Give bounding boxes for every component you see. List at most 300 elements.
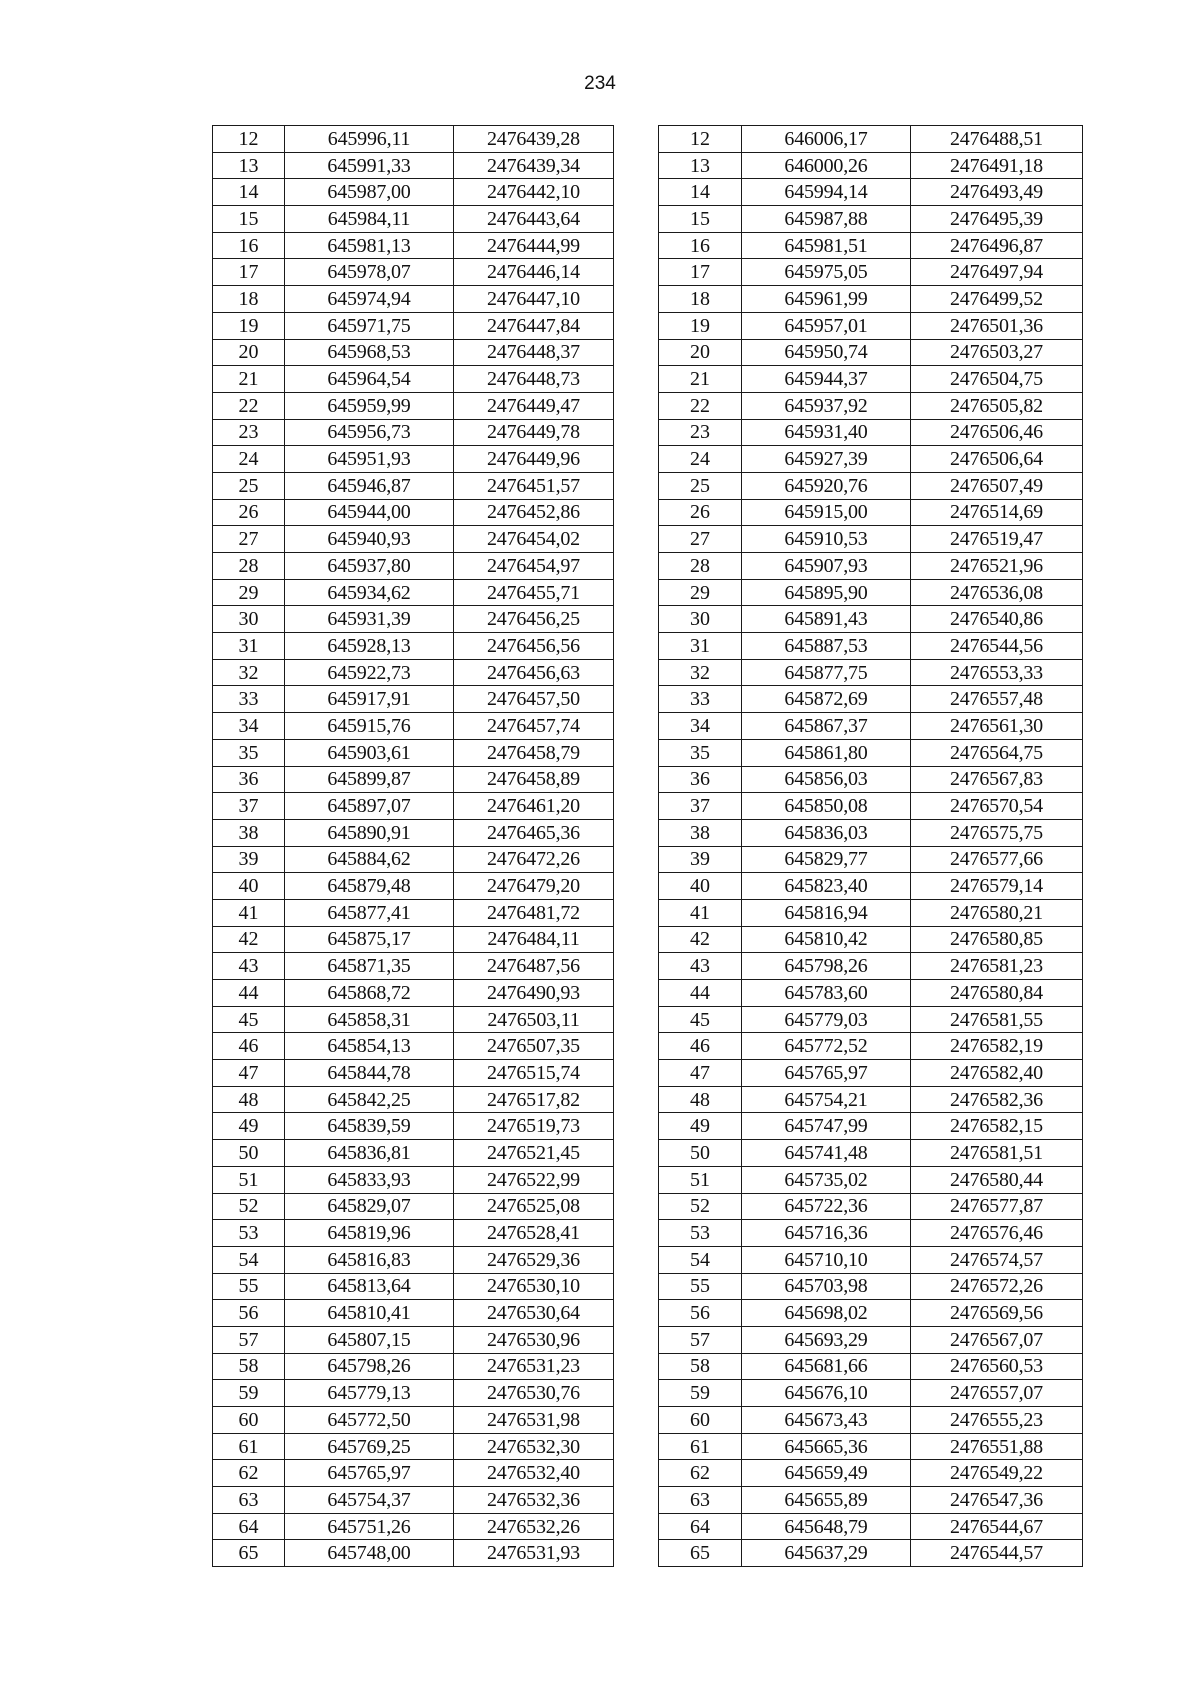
left-y-coordinate-cell: 2476528,41 <box>454 1220 614 1247</box>
right-y-coordinate-cell: 2476505,82 <box>911 392 1083 419</box>
left-point-number-cell: 15 <box>213 206 285 233</box>
column-gap <box>614 793 659 820</box>
column-gap <box>614 446 659 473</box>
right-x-coordinate-cell: 645810,42 <box>742 926 911 953</box>
left-x-coordinate-cell: 645807,15 <box>285 1326 454 1353</box>
left-x-coordinate-cell: 645748,00 <box>285 1540 454 1567</box>
column-gap <box>614 766 659 793</box>
right-x-coordinate-cell: 645850,08 <box>742 793 911 820</box>
left-y-coordinate-cell: 2476443,64 <box>454 206 614 233</box>
left-y-coordinate-cell: 2476449,78 <box>454 419 614 446</box>
right-point-number-cell: 36 <box>659 766 742 793</box>
right-x-coordinate-cell: 645867,37 <box>742 713 911 740</box>
right-x-coordinate-cell: 645920,76 <box>742 472 911 499</box>
right-x-coordinate-cell: 645722,36 <box>742 1193 911 1220</box>
left-y-coordinate-cell: 2476517,82 <box>454 1086 614 1113</box>
right-y-coordinate-cell: 2476503,27 <box>911 339 1083 366</box>
column-gap <box>614 152 659 179</box>
left-point-number-cell: 57 <box>213 1326 285 1353</box>
left-x-coordinate-cell: 645903,61 <box>285 739 454 766</box>
table-row <box>213 1166 1083 1193</box>
right-y-coordinate-cell: 2476493,49 <box>911 179 1083 206</box>
left-x-coordinate-cell: 645959,99 <box>285 392 454 419</box>
right-x-coordinate-cell: 645754,21 <box>742 1086 911 1113</box>
left-y-coordinate-cell: 2476454,97 <box>454 553 614 580</box>
column-gap <box>614 1433 659 1460</box>
left-y-coordinate-cell: 2476484,11 <box>454 926 614 953</box>
right-y-coordinate-cell: 2476519,47 <box>911 526 1083 553</box>
left-point-number-cell: 62 <box>213 1460 285 1487</box>
left-x-coordinate-cell: 645928,13 <box>285 633 454 660</box>
left-x-coordinate-cell: 645854,13 <box>285 1033 454 1060</box>
left-x-coordinate-cell: 645984,11 <box>285 206 454 233</box>
left-point-number-cell: 52 <box>213 1193 285 1220</box>
left-y-coordinate-cell: 2476525,08 <box>454 1193 614 1220</box>
left-y-coordinate-cell: 2476444,99 <box>454 232 614 259</box>
right-point-number-cell: 48 <box>659 1086 742 1113</box>
right-point-number-cell: 56 <box>659 1300 742 1327</box>
left-point-number-cell: 51 <box>213 1166 285 1193</box>
left-x-coordinate-cell: 645956,73 <box>285 419 454 446</box>
right-x-coordinate-cell: 645937,92 <box>742 392 911 419</box>
left-x-coordinate-cell: 645937,80 <box>285 553 454 580</box>
left-y-coordinate-cell: 2476456,56 <box>454 633 614 660</box>
left-point-number-cell: 65 <box>213 1540 285 1567</box>
left-x-coordinate-cell: 645946,87 <box>285 472 454 499</box>
table-row <box>213 793 1083 820</box>
left-y-coordinate-cell: 2476451,57 <box>454 472 614 499</box>
left-x-coordinate-cell: 645772,50 <box>285 1407 454 1434</box>
right-x-coordinate-cell: 645915,00 <box>742 499 911 526</box>
left-y-coordinate-cell: 2476452,86 <box>454 499 614 526</box>
right-point-number-cell: 18 <box>659 286 742 313</box>
left-y-coordinate-cell: 2476456,63 <box>454 659 614 686</box>
column-gap <box>614 206 659 233</box>
right-x-coordinate-cell: 645665,36 <box>742 1433 911 1460</box>
right-y-coordinate-cell: 2476577,66 <box>911 846 1083 873</box>
right-x-coordinate-cell: 645887,53 <box>742 633 911 660</box>
right-y-coordinate-cell: 2476574,57 <box>911 1246 1083 1273</box>
right-point-number-cell: 57 <box>659 1326 742 1353</box>
left-x-coordinate-cell: 645940,93 <box>285 526 454 553</box>
right-y-coordinate-cell: 2476488,51 <box>911 126 1083 153</box>
left-y-coordinate-cell: 2476530,64 <box>454 1300 614 1327</box>
left-x-coordinate-cell: 645810,41 <box>285 1300 454 1327</box>
right-x-coordinate-cell: 645637,29 <box>742 1540 911 1567</box>
left-x-coordinate-cell: 645884,62 <box>285 846 454 873</box>
right-x-coordinate-cell: 645907,93 <box>742 553 911 580</box>
column-gap <box>614 1086 659 1113</box>
left-point-number-cell: 47 <box>213 1060 285 1087</box>
right-y-coordinate-cell: 2476547,36 <box>911 1487 1083 1514</box>
right-point-number-cell: 62 <box>659 1460 742 1487</box>
right-x-coordinate-cell: 645703,98 <box>742 1273 911 1300</box>
column-gap <box>614 419 659 446</box>
column-gap <box>614 1460 659 1487</box>
right-point-number-cell: 64 <box>659 1513 742 1540</box>
right-x-coordinate-cell: 645816,94 <box>742 899 911 926</box>
right-x-coordinate-cell: 645673,43 <box>742 1407 911 1434</box>
column-gap <box>614 873 659 900</box>
table-row <box>213 846 1083 873</box>
table-row <box>213 366 1083 393</box>
right-y-coordinate-cell: 2476580,44 <box>911 1166 1083 1193</box>
right-y-coordinate-cell: 2476540,86 <box>911 606 1083 633</box>
left-point-number-cell: 39 <box>213 846 285 873</box>
column-gap <box>614 1246 659 1273</box>
left-point-number-cell: 13 <box>213 152 285 179</box>
left-point-number-cell: 21 <box>213 366 285 393</box>
left-x-coordinate-cell: 645978,07 <box>285 259 454 286</box>
right-y-coordinate-cell: 2476514,69 <box>911 499 1083 526</box>
left-x-coordinate-cell: 645833,93 <box>285 1166 454 1193</box>
left-point-number-cell: 42 <box>213 926 285 953</box>
left-y-coordinate-cell: 2476442,10 <box>454 179 614 206</box>
column-gap <box>614 686 659 713</box>
right-point-number-cell: 38 <box>659 819 742 846</box>
right-y-coordinate-cell: 2476499,52 <box>911 286 1083 313</box>
left-y-coordinate-cell: 2476465,36 <box>454 819 614 846</box>
table-row <box>213 339 1083 366</box>
right-point-number-cell: 23 <box>659 419 742 446</box>
column-gap <box>614 312 659 339</box>
right-x-coordinate-cell: 645861,80 <box>742 739 911 766</box>
column-gap <box>614 1166 659 1193</box>
left-x-coordinate-cell: 645842,25 <box>285 1086 454 1113</box>
table-row <box>213 126 1083 153</box>
right-x-coordinate-cell: 645981,51 <box>742 232 911 259</box>
right-point-number-cell: 45 <box>659 1006 742 1033</box>
left-x-coordinate-cell: 645844,78 <box>285 1060 454 1087</box>
right-y-coordinate-cell: 2476570,54 <box>911 793 1083 820</box>
left-point-number-cell: 12 <box>213 126 285 153</box>
left-y-coordinate-cell: 2476456,25 <box>454 606 614 633</box>
right-y-coordinate-cell: 2476569,56 <box>911 1300 1083 1327</box>
table-row <box>213 1246 1083 1273</box>
table-row <box>213 1060 1083 1087</box>
table-row <box>213 179 1083 206</box>
right-x-coordinate-cell: 645765,97 <box>742 1060 911 1087</box>
column-gap <box>614 579 659 606</box>
right-point-number-cell: 52 <box>659 1193 742 1220</box>
right-y-coordinate-cell: 2476497,94 <box>911 259 1083 286</box>
right-point-number-cell: 55 <box>659 1273 742 1300</box>
table-row <box>213 1460 1083 1487</box>
left-y-coordinate-cell: 2476531,98 <box>454 1407 614 1434</box>
right-y-coordinate-cell: 2476549,22 <box>911 1460 1083 1487</box>
column-gap <box>614 1326 659 1353</box>
left-y-coordinate-cell: 2476455,71 <box>454 579 614 606</box>
right-x-coordinate-cell: 645927,39 <box>742 446 911 473</box>
left-y-coordinate-cell: 2476490,93 <box>454 980 614 1007</box>
column-gap <box>614 1540 659 1567</box>
right-x-coordinate-cell: 645772,52 <box>742 1033 911 1060</box>
left-point-number-cell: 53 <box>213 1220 285 1247</box>
column-gap <box>614 1113 659 1140</box>
table-row <box>213 1113 1083 1140</box>
left-y-coordinate-cell: 2476472,26 <box>454 846 614 873</box>
right-y-coordinate-cell: 2476576,46 <box>911 1220 1083 1247</box>
left-x-coordinate-cell: 645754,37 <box>285 1487 454 1514</box>
right-y-coordinate-cell: 2476582,40 <box>911 1060 1083 1087</box>
table-row <box>213 1353 1083 1380</box>
left-y-coordinate-cell: 2476447,84 <box>454 312 614 339</box>
right-x-coordinate-cell: 645872,69 <box>742 686 911 713</box>
table-row <box>213 873 1083 900</box>
left-point-number-cell: 25 <box>213 472 285 499</box>
left-y-coordinate-cell: 2476447,10 <box>454 286 614 313</box>
column-gap <box>614 819 659 846</box>
column-gap <box>614 1353 659 1380</box>
left-point-number-cell: 55 <box>213 1273 285 1300</box>
left-y-coordinate-cell: 2476449,96 <box>454 446 614 473</box>
right-x-coordinate-cell: 645676,10 <box>742 1380 911 1407</box>
right-point-number-cell: 47 <box>659 1060 742 1087</box>
right-point-number-cell: 42 <box>659 926 742 953</box>
table-row <box>213 419 1083 446</box>
column-gap <box>614 1060 659 1087</box>
right-x-coordinate-cell: 645693,29 <box>742 1326 911 1353</box>
right-y-coordinate-cell: 2476501,36 <box>911 312 1083 339</box>
left-y-coordinate-cell: 2476458,79 <box>454 739 614 766</box>
right-point-number-cell: 40 <box>659 873 742 900</box>
left-x-coordinate-cell: 645819,96 <box>285 1220 454 1247</box>
column-gap <box>614 926 659 953</box>
table-row <box>213 1006 1083 1033</box>
right-x-coordinate-cell: 645655,89 <box>742 1487 911 1514</box>
column-gap <box>614 366 659 393</box>
left-x-coordinate-cell: 645813,64 <box>285 1273 454 1300</box>
right-point-number-cell: 19 <box>659 312 742 339</box>
left-y-coordinate-cell: 2476457,74 <box>454 713 614 740</box>
table-row <box>213 1513 1083 1540</box>
column-gap <box>614 1300 659 1327</box>
right-x-coordinate-cell: 645747,99 <box>742 1113 911 1140</box>
table-row <box>213 286 1083 313</box>
right-y-coordinate-cell: 2476491,18 <box>911 152 1083 179</box>
left-point-number-cell: 27 <box>213 526 285 553</box>
left-x-coordinate-cell: 645879,48 <box>285 873 454 900</box>
left-x-coordinate-cell: 645974,94 <box>285 286 454 313</box>
left-x-coordinate-cell: 645971,75 <box>285 312 454 339</box>
right-point-number-cell: 15 <box>659 206 742 233</box>
left-point-number-cell: 29 <box>213 579 285 606</box>
right-y-coordinate-cell: 2476580,21 <box>911 899 1083 926</box>
right-y-coordinate-cell: 2476557,07 <box>911 1380 1083 1407</box>
right-x-coordinate-cell: 645957,01 <box>742 312 911 339</box>
right-point-number-cell: 43 <box>659 953 742 980</box>
table-row <box>213 1487 1083 1514</box>
right-point-number-cell: 16 <box>659 232 742 259</box>
right-x-coordinate-cell: 645783,60 <box>742 980 911 1007</box>
right-x-coordinate-cell: 645829,77 <box>742 846 911 873</box>
column-gap <box>614 1513 659 1540</box>
left-x-coordinate-cell: 645917,91 <box>285 686 454 713</box>
right-y-coordinate-cell: 2476536,08 <box>911 579 1083 606</box>
table-row <box>213 1540 1083 1567</box>
right-x-coordinate-cell: 645741,48 <box>742 1140 911 1167</box>
right-x-coordinate-cell: 645798,26 <box>742 953 911 980</box>
column-gap <box>614 606 659 633</box>
right-point-number-cell: 58 <box>659 1353 742 1380</box>
right-y-coordinate-cell: 2476581,51 <box>911 1140 1083 1167</box>
table-row <box>213 1140 1083 1167</box>
right-x-coordinate-cell: 645856,03 <box>742 766 911 793</box>
right-x-coordinate-cell: 646006,17 <box>742 126 911 153</box>
table-row <box>213 259 1083 286</box>
left-y-coordinate-cell: 2476446,14 <box>454 259 614 286</box>
right-point-number-cell: 14 <box>659 179 742 206</box>
column-gap <box>614 1140 659 1167</box>
table-row <box>213 659 1083 686</box>
column-gap <box>614 1407 659 1434</box>
left-point-number-cell: 61 <box>213 1433 285 1460</box>
left-point-number-cell: 32 <box>213 659 285 686</box>
right-x-coordinate-cell: 645648,79 <box>742 1513 911 1540</box>
right-x-coordinate-cell: 645836,03 <box>742 819 911 846</box>
right-point-number-cell: 24 <box>659 446 742 473</box>
left-point-number-cell: 26 <box>213 499 285 526</box>
left-point-number-cell: 20 <box>213 339 285 366</box>
right-x-coordinate-cell: 645931,40 <box>742 419 911 446</box>
left-y-coordinate-cell: 2476479,20 <box>454 873 614 900</box>
right-point-number-cell: 25 <box>659 472 742 499</box>
table-row <box>213 1407 1083 1434</box>
right-y-coordinate-cell: 2476582,19 <box>911 1033 1083 1060</box>
left-point-number-cell: 34 <box>213 713 285 740</box>
left-x-coordinate-cell: 645858,31 <box>285 1006 454 1033</box>
right-y-coordinate-cell: 2476544,57 <box>911 1540 1083 1567</box>
left-point-number-cell: 38 <box>213 819 285 846</box>
left-point-number-cell: 63 <box>213 1487 285 1514</box>
right-point-number-cell: 17 <box>659 259 742 286</box>
left-x-coordinate-cell: 645991,33 <box>285 152 454 179</box>
column-gap <box>614 633 659 660</box>
left-y-coordinate-cell: 2476481,72 <box>454 899 614 926</box>
column-gap <box>614 1193 659 1220</box>
left-x-coordinate-cell: 645816,83 <box>285 1246 454 1273</box>
right-y-coordinate-cell: 2476496,87 <box>911 232 1083 259</box>
column-gap <box>614 392 659 419</box>
left-point-number-cell: 30 <box>213 606 285 633</box>
right-x-coordinate-cell: 645895,90 <box>742 579 911 606</box>
left-x-coordinate-cell: 645899,87 <box>285 766 454 793</box>
column-gap <box>614 286 659 313</box>
right-x-coordinate-cell: 645877,75 <box>742 659 911 686</box>
right-y-coordinate-cell: 2476560,53 <box>911 1353 1083 1380</box>
right-x-coordinate-cell: 645779,03 <box>742 1006 911 1033</box>
left-y-coordinate-cell: 2476503,11 <box>454 1006 614 1033</box>
left-point-number-cell: 18 <box>213 286 285 313</box>
right-point-number-cell: 39 <box>659 846 742 873</box>
table-row <box>213 499 1083 526</box>
right-x-coordinate-cell: 645659,49 <box>742 1460 911 1487</box>
right-point-number-cell: 31 <box>659 633 742 660</box>
right-y-coordinate-cell: 2476544,67 <box>911 1513 1083 1540</box>
column-gap <box>614 1033 659 1060</box>
left-point-number-cell: 43 <box>213 953 285 980</box>
right-point-number-cell: 33 <box>659 686 742 713</box>
column-gap <box>614 126 659 153</box>
left-y-coordinate-cell: 2476457,50 <box>454 686 614 713</box>
right-x-coordinate-cell: 645710,10 <box>742 1246 911 1273</box>
left-x-coordinate-cell: 645981,13 <box>285 232 454 259</box>
left-x-coordinate-cell: 645968,53 <box>285 339 454 366</box>
left-x-coordinate-cell: 645897,07 <box>285 793 454 820</box>
table-row <box>213 633 1083 660</box>
right-x-coordinate-cell: 645910,53 <box>742 526 911 553</box>
table-row <box>213 1273 1083 1300</box>
column-gap <box>614 339 659 366</box>
left-x-coordinate-cell: 645931,39 <box>285 606 454 633</box>
column-gap <box>614 232 659 259</box>
right-point-number-cell: 29 <box>659 579 742 606</box>
column-gap <box>614 1006 659 1033</box>
column-gap <box>614 846 659 873</box>
left-point-number-cell: 56 <box>213 1300 285 1327</box>
table-row <box>213 1086 1083 1113</box>
left-point-number-cell: 22 <box>213 392 285 419</box>
left-point-number-cell: 59 <box>213 1380 285 1407</box>
left-y-coordinate-cell: 2476532,40 <box>454 1460 614 1487</box>
left-point-number-cell: 28 <box>213 553 285 580</box>
left-point-number-cell: 36 <box>213 766 285 793</box>
right-point-number-cell: 32 <box>659 659 742 686</box>
left-y-coordinate-cell: 2476530,76 <box>454 1380 614 1407</box>
left-y-coordinate-cell: 2476532,36 <box>454 1487 614 1514</box>
right-y-coordinate-cell: 2476507,49 <box>911 472 1083 499</box>
right-point-number-cell: 41 <box>659 899 742 926</box>
table-row <box>213 472 1083 499</box>
left-y-coordinate-cell: 2476487,56 <box>454 953 614 980</box>
left-y-coordinate-cell: 2476531,93 <box>454 1540 614 1567</box>
left-y-coordinate-cell: 2476461,20 <box>454 793 614 820</box>
table-row <box>213 899 1083 926</box>
column-gap <box>614 179 659 206</box>
left-y-coordinate-cell: 2476530,96 <box>454 1326 614 1353</box>
column-gap <box>614 553 659 580</box>
column-gap <box>614 259 659 286</box>
left-y-coordinate-cell: 2476532,26 <box>454 1513 614 1540</box>
right-point-number-cell: 21 <box>659 366 742 393</box>
left-y-coordinate-cell: 2476448,37 <box>454 339 614 366</box>
right-y-coordinate-cell: 2476567,83 <box>911 766 1083 793</box>
column-gap <box>614 499 659 526</box>
table-row <box>213 1033 1083 1060</box>
left-x-coordinate-cell: 645875,17 <box>285 926 454 953</box>
left-point-number-cell: 54 <box>213 1246 285 1273</box>
left-point-number-cell: 49 <box>213 1113 285 1140</box>
right-point-number-cell: 28 <box>659 553 742 580</box>
right-point-number-cell: 65 <box>659 1540 742 1567</box>
column-gap <box>614 1273 659 1300</box>
right-point-number-cell: 63 <box>659 1487 742 1514</box>
coordinates-table-body <box>213 126 1083 1567</box>
left-point-number-cell: 41 <box>213 899 285 926</box>
left-y-coordinate-cell: 2476522,99 <box>454 1166 614 1193</box>
left-x-coordinate-cell: 645944,00 <box>285 499 454 526</box>
column-gap <box>614 739 659 766</box>
right-point-number-cell: 22 <box>659 392 742 419</box>
left-point-number-cell: 31 <box>213 633 285 660</box>
right-point-number-cell: 37 <box>659 793 742 820</box>
right-point-number-cell: 50 <box>659 1140 742 1167</box>
column-gap <box>614 526 659 553</box>
right-y-coordinate-cell: 2476544,56 <box>911 633 1083 660</box>
left-point-number-cell: 40 <box>213 873 285 900</box>
left-point-number-cell: 46 <box>213 1033 285 1060</box>
table-row <box>213 446 1083 473</box>
